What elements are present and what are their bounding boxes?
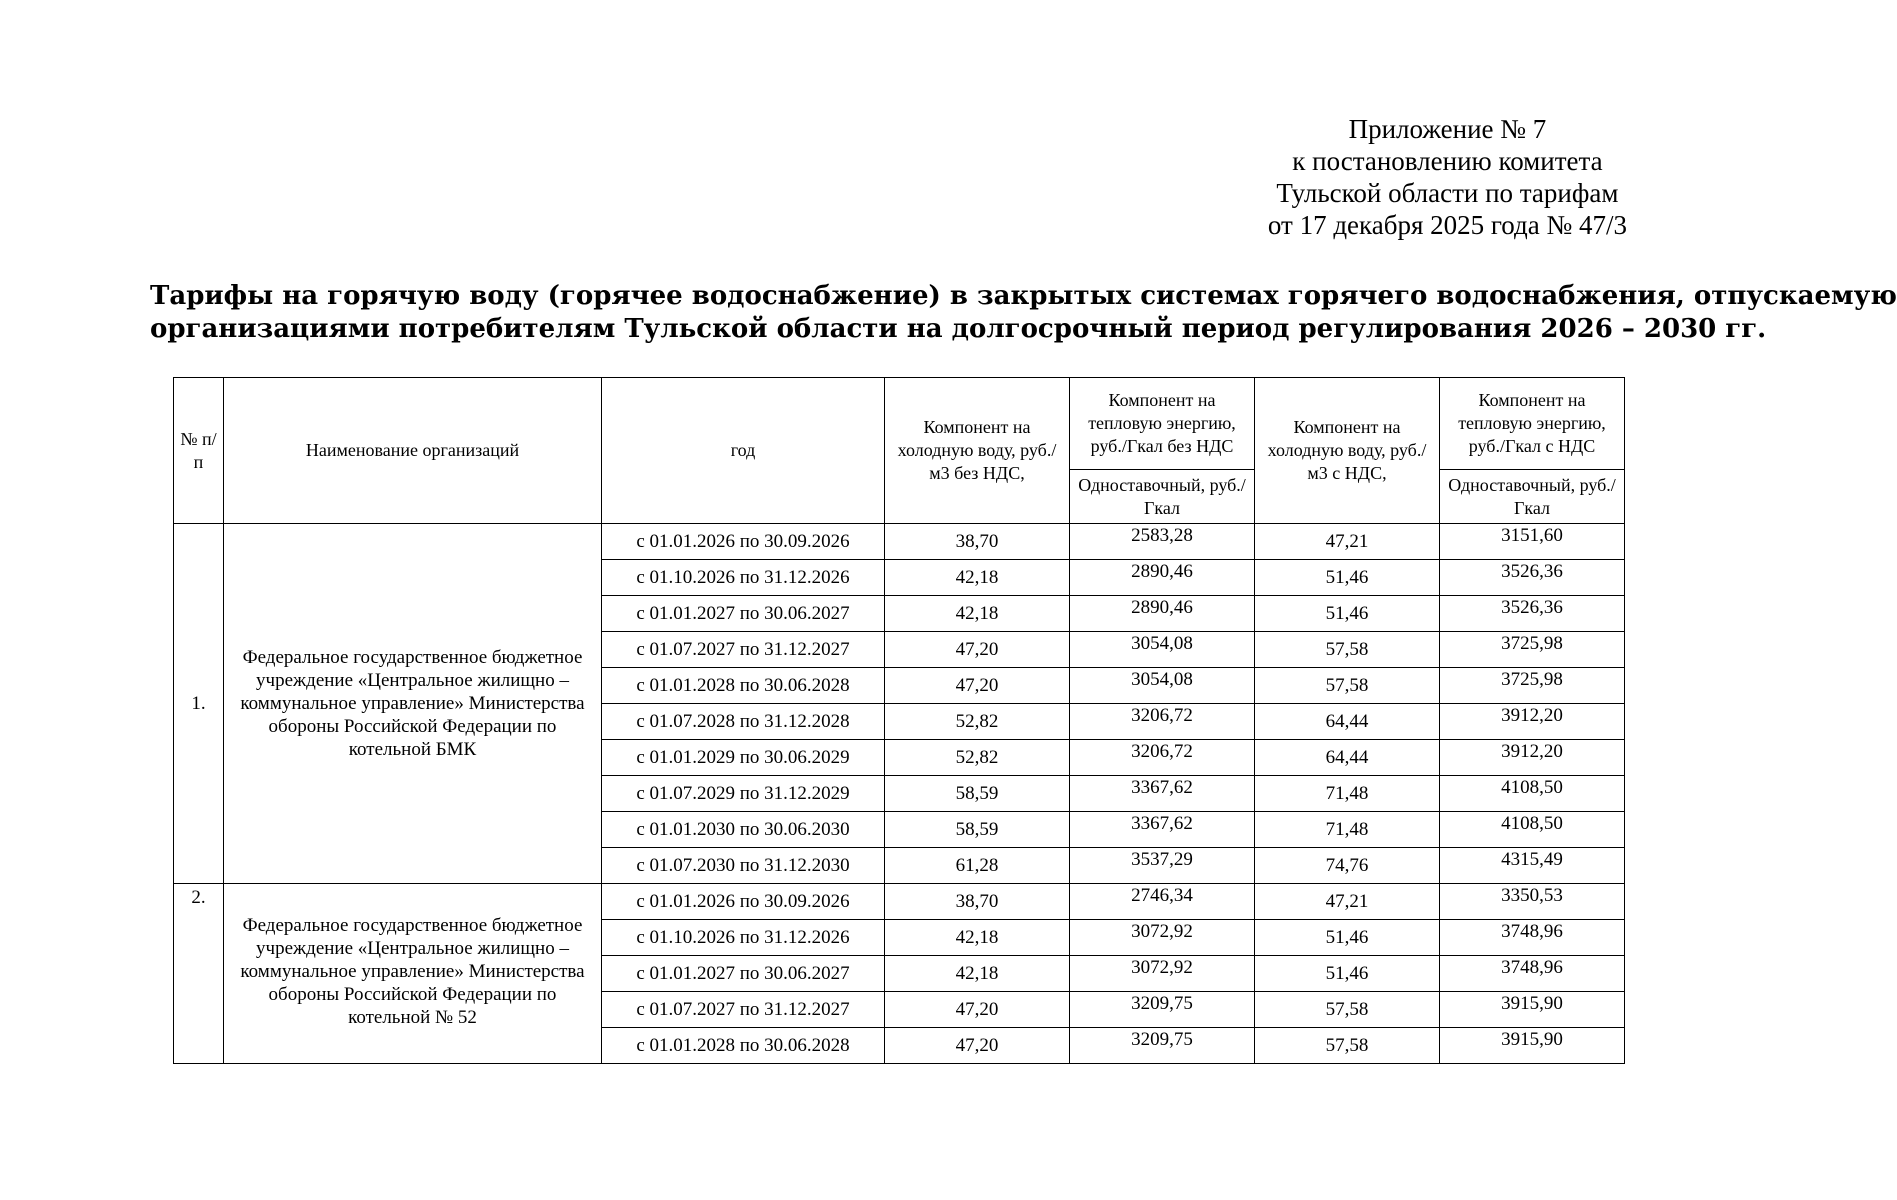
cold-water-no-vat-cell: 61,28 <box>885 848 1070 884</box>
heat-vat-cell: 4108,50 <box>1440 776 1625 812</box>
heat-vat-cell: 3912,20 <box>1440 704 1625 740</box>
header-year: год <box>602 378 885 524</box>
cold-water-vat-cell: 51,46 <box>1255 920 1440 956</box>
cold-water-no-vat-cell: 42,18 <box>885 956 1070 992</box>
heat-no-vat-cell: 3054,08 <box>1070 668 1255 704</box>
header-heat-no-vat-sub: Одноставочный, руб./Гкал <box>1070 470 1255 524</box>
heat-vat-cell: 3725,98 <box>1440 668 1625 704</box>
period-cell: с 01.07.2027 по 31.12.2027 <box>602 992 885 1028</box>
period-cell: с 01.01.2026 по 30.09.2026 <box>602 884 885 920</box>
organization-name: Федеральное государственное бюджетное учреждение «Центральное жилищно –коммунальное управление» Министерства обороны Российской Федерации по котельной № 52 <box>224 884 602 1064</box>
cold-water-no-vat-cell: 52,82 <box>885 740 1070 776</box>
heat-vat-cell: 4315,49 <box>1440 848 1625 884</box>
cold-water-vat-cell: 51,46 <box>1255 596 1440 632</box>
cold-water-vat-cell: 64,44 <box>1255 740 1440 776</box>
period-cell: с 01.01.2027 по 30.06.2027 <box>602 956 885 992</box>
cold-water-no-vat-cell: 42,18 <box>885 596 1070 632</box>
cold-water-vat-cell: 51,46 <box>1255 956 1440 992</box>
heat-no-vat-cell: 2583,28 <box>1070 524 1255 560</box>
title-line-2: организациями потребителям Тульской области на долгосрочный период регулирования 2026 – 2030 гг. <box>150 314 1767 344</box>
document-title <box>150 280 1897 346</box>
heat-no-vat-cell: 3537,29 <box>1070 848 1255 884</box>
table-row <box>174 524 1625 560</box>
tariffs-table <box>173 377 1625 1064</box>
heat-no-vat-cell: 2890,46 <box>1070 560 1255 596</box>
period-cell: с 01.01.2029 по 30.06.2029 <box>602 740 885 776</box>
header-cold-no-vat: Компонент на холодную воду, руб./м3 без НДС, <box>885 378 1070 524</box>
appendix-line-1: Приложение № 7 <box>1348 114 1547 144</box>
period-cell: с 01.01.2028 по 30.06.2028 <box>602 668 885 704</box>
row-number: 1. <box>174 524 224 884</box>
header-heat-vat-sub: Одноставочный, руб./Гкал <box>1440 470 1625 524</box>
cold-water-vat-cell: 74,76 <box>1255 848 1440 884</box>
cold-water-no-vat-cell: 47,20 <box>885 992 1070 1028</box>
heat-vat-cell: 3526,36 <box>1440 560 1625 596</box>
cold-water-vat-cell: 57,58 <box>1255 992 1440 1028</box>
cold-water-no-vat-cell: 58,59 <box>885 812 1070 848</box>
heat-no-vat-cell: 3072,92 <box>1070 956 1255 992</box>
appendix-line-3: Тульской области по тарифам <box>1276 178 1619 208</box>
cold-water-vat-cell: 47,21 <box>1255 884 1440 920</box>
heat-no-vat-cell: 3072,92 <box>1070 920 1255 956</box>
period-cell: с 01.07.2027 по 31.12.2027 <box>602 632 885 668</box>
header-heat-no-vat: Компонент на тепловую энергию, руб./Гкал без НДС <box>1070 378 1255 470</box>
period-cell: с 01.01.2026 по 30.09.2026 <box>602 524 885 560</box>
cold-water-no-vat-cell: 52,82 <box>885 704 1070 740</box>
heat-vat-cell: 3748,96 <box>1440 920 1625 956</box>
heat-vat-cell: 3915,90 <box>1440 1028 1625 1064</box>
cold-water-no-vat-cell: 58,59 <box>885 776 1070 812</box>
header-heat-vat: Компонент на тепловую энергию, руб./Гкал с НДС <box>1440 378 1625 470</box>
header-num: № п/п <box>174 378 224 524</box>
appendix-line-2: к постановлению комитета <box>1292 146 1603 176</box>
heat-vat-cell: 3725,98 <box>1440 632 1625 668</box>
period-cell: с 01.01.2027 по 30.06.2027 <box>602 596 885 632</box>
appendix-block <box>1268 113 1627 241</box>
appendix-line-4: от 17 декабря 2025 года № 47/3 <box>1267 210 1627 240</box>
heat-vat-cell: 3748,96 <box>1440 956 1625 992</box>
heat-no-vat-cell: 3054,08 <box>1070 632 1255 668</box>
row-number: 2. <box>174 884 224 1064</box>
cold-water-no-vat-cell: 47,20 <box>885 668 1070 704</box>
period-cell: с 01.01.2030 по 30.06.2030 <box>602 812 885 848</box>
heat-no-vat-cell: 3209,75 <box>1070 1028 1255 1064</box>
cold-water-vat-cell: 47,21 <box>1255 524 1440 560</box>
header-cold-vat: Компонент на холодную воду, руб./м3 с НДС, <box>1255 378 1440 524</box>
cold-water-no-vat-cell: 42,18 <box>885 560 1070 596</box>
period-cell: с 01.07.2030 по 31.12.2030 <box>602 848 885 884</box>
cold-water-vat-cell: 71,48 <box>1255 812 1440 848</box>
heat-vat-cell: 4108,50 <box>1440 812 1625 848</box>
table-row <box>174 884 1625 920</box>
heat-no-vat-cell: 3209,75 <box>1070 992 1255 1028</box>
heat-vat-cell: 3526,36 <box>1440 596 1625 632</box>
cold-water-no-vat-cell: 38,70 <box>885 524 1070 560</box>
tariffs-table-body <box>174 524 1625 1064</box>
heat-vat-cell: 3912,20 <box>1440 740 1625 776</box>
header-org: Наименование организаций <box>224 378 602 524</box>
period-cell: с 01.01.2028 по 30.06.2028 <box>602 1028 885 1064</box>
cold-water-vat-cell: 71,48 <box>1255 776 1440 812</box>
heat-no-vat-cell: 2746,34 <box>1070 884 1255 920</box>
heat-vat-cell: 3151,60 <box>1440 524 1625 560</box>
cold-water-no-vat-cell: 38,70 <box>885 884 1070 920</box>
heat-vat-cell: 3350,53 <box>1440 884 1625 920</box>
heat-no-vat-cell: 3367,62 <box>1070 776 1255 812</box>
heat-no-vat-cell: 2890,46 <box>1070 596 1255 632</box>
cold-water-vat-cell: 64,44 <box>1255 704 1440 740</box>
cold-water-vat-cell: 57,58 <box>1255 668 1440 704</box>
heat-no-vat-cell: 3206,72 <box>1070 704 1255 740</box>
cold-water-vat-cell: 57,58 <box>1255 1028 1440 1064</box>
cold-water-vat-cell: 51,46 <box>1255 560 1440 596</box>
heat-vat-cell: 3915,90 <box>1440 992 1625 1028</box>
cold-water-no-vat-cell: 42,18 <box>885 920 1070 956</box>
period-cell: с 01.10.2026 по 31.12.2026 <box>602 560 885 596</box>
period-cell: с 01.10.2026 по 31.12.2026 <box>602 920 885 956</box>
period-cell: с 01.07.2029 по 31.12.2029 <box>602 776 885 812</box>
organization-name: Федеральное государственное бюджетное учреждение «Центральное жилищно –коммунальное управление» Министерства обороны Российской Федерации по котельной БМК <box>224 524 602 884</box>
title-line-1: Тарифы на горячую воду (горячее водоснабжение) в закрытых системах горячего водоснабжения, отпускаемую <box>150 281 1897 311</box>
heat-no-vat-cell: 3206,72 <box>1070 740 1255 776</box>
cold-water-no-vat-cell: 47,20 <box>885 1028 1070 1064</box>
period-cell: с 01.07.2028 по 31.12.2028 <box>602 704 885 740</box>
heat-no-vat-cell: 3367,62 <box>1070 812 1255 848</box>
cold-water-no-vat-cell: 47,20 <box>885 632 1070 668</box>
cold-water-vat-cell: 57,58 <box>1255 632 1440 668</box>
